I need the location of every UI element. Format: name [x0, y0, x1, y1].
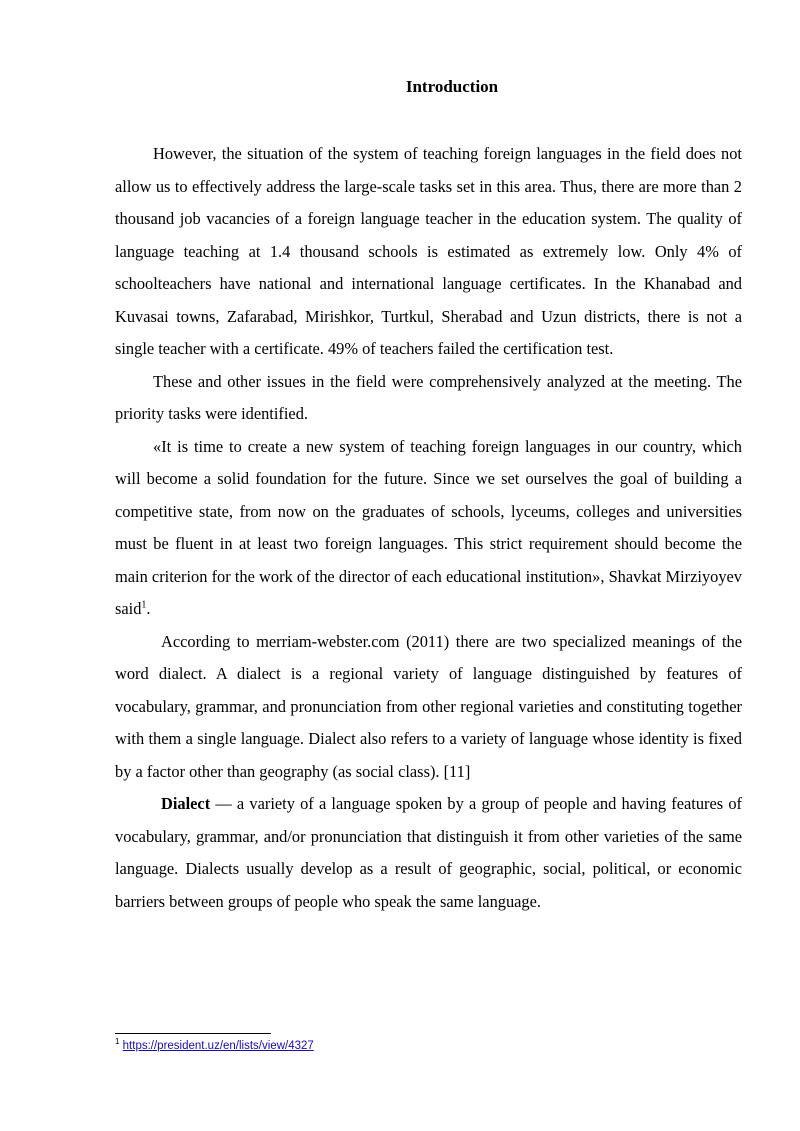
term-dialect: Dialect — [161, 794, 211, 813]
footnote-ref[interactable]: 1 — [141, 599, 147, 611]
body-text — [115, 138, 742, 918]
page-title: Introduction — [405, 77, 499, 96]
paragraph-3 — [115, 431, 742, 626]
footnote-number: 1 — [115, 1037, 120, 1047]
paragraph-5-text: — a variety of a language spoken by a group of people and having features of vocabulary, grammar, and/or pronunciation that distinguish it from other varieties of the same language. Dialects usually develop as a result of geographic, social, political, or economic barriers between groups of people who speak the same language. — [115, 794, 742, 911]
footnote-divider — [115, 1033, 271, 1034]
footnote-link[interactable]: https://president.uz/en/lists/view/4327 — [122, 1040, 314, 1052]
paragraph-4: According to merriam-webster.com (2011) there are two specialized meanings of the word dialect. A dialect is a regional variety of language distinguished by features of vocabulary, grammar, and pronunciation from other regional varieties and constituting together with them a single language. Dialect also refers to a variety of language whose identity is fixed by a factor other than geography (as social class). [11] — [115, 631, 742, 781]
paragraph-3-text: «It is time to create a new system of teaching foreign languages in our country, which will become a solid foundation for the future. Since we set ourselves the goal of building a competitive state, from now on the graduates of schools, lyceums, colleges and universities must be fluent in at least two foreign languages. This strict requirement should become the main criterion for the work of the director of each educational institution», Shavkat Mirziyoyev said — [115, 436, 742, 618]
paragraph-1: However, the situation of the system of teaching foreign languages in the field does not allow us to effectively address the large-scale tasks set in this area. Thus, there are more than 2 thousand job vacancies of a foreign language teacher in the education system. The quality of language teaching at 1.4 thousand schools is estimated as extremely low. Only 4% of schoolteachers have national and international language certificates. In the Khanabad and Kuvasai towns, Zafarabad, Mirishkor, Turtkul, Sherabad and Uzun districts, there is not a single teacher with a certificate. 49% of teachers failed the certification test. — [115, 144, 742, 358]
footnote — [115, 1038, 314, 1054]
paragraph-2: These and other issues in the field were comprehensively analyzed at the meeting. The priority tasks were identified. — [115, 371, 742, 423]
paragraph-3-end: . — [146, 599, 151, 618]
paragraph-5 — [115, 788, 742, 918]
